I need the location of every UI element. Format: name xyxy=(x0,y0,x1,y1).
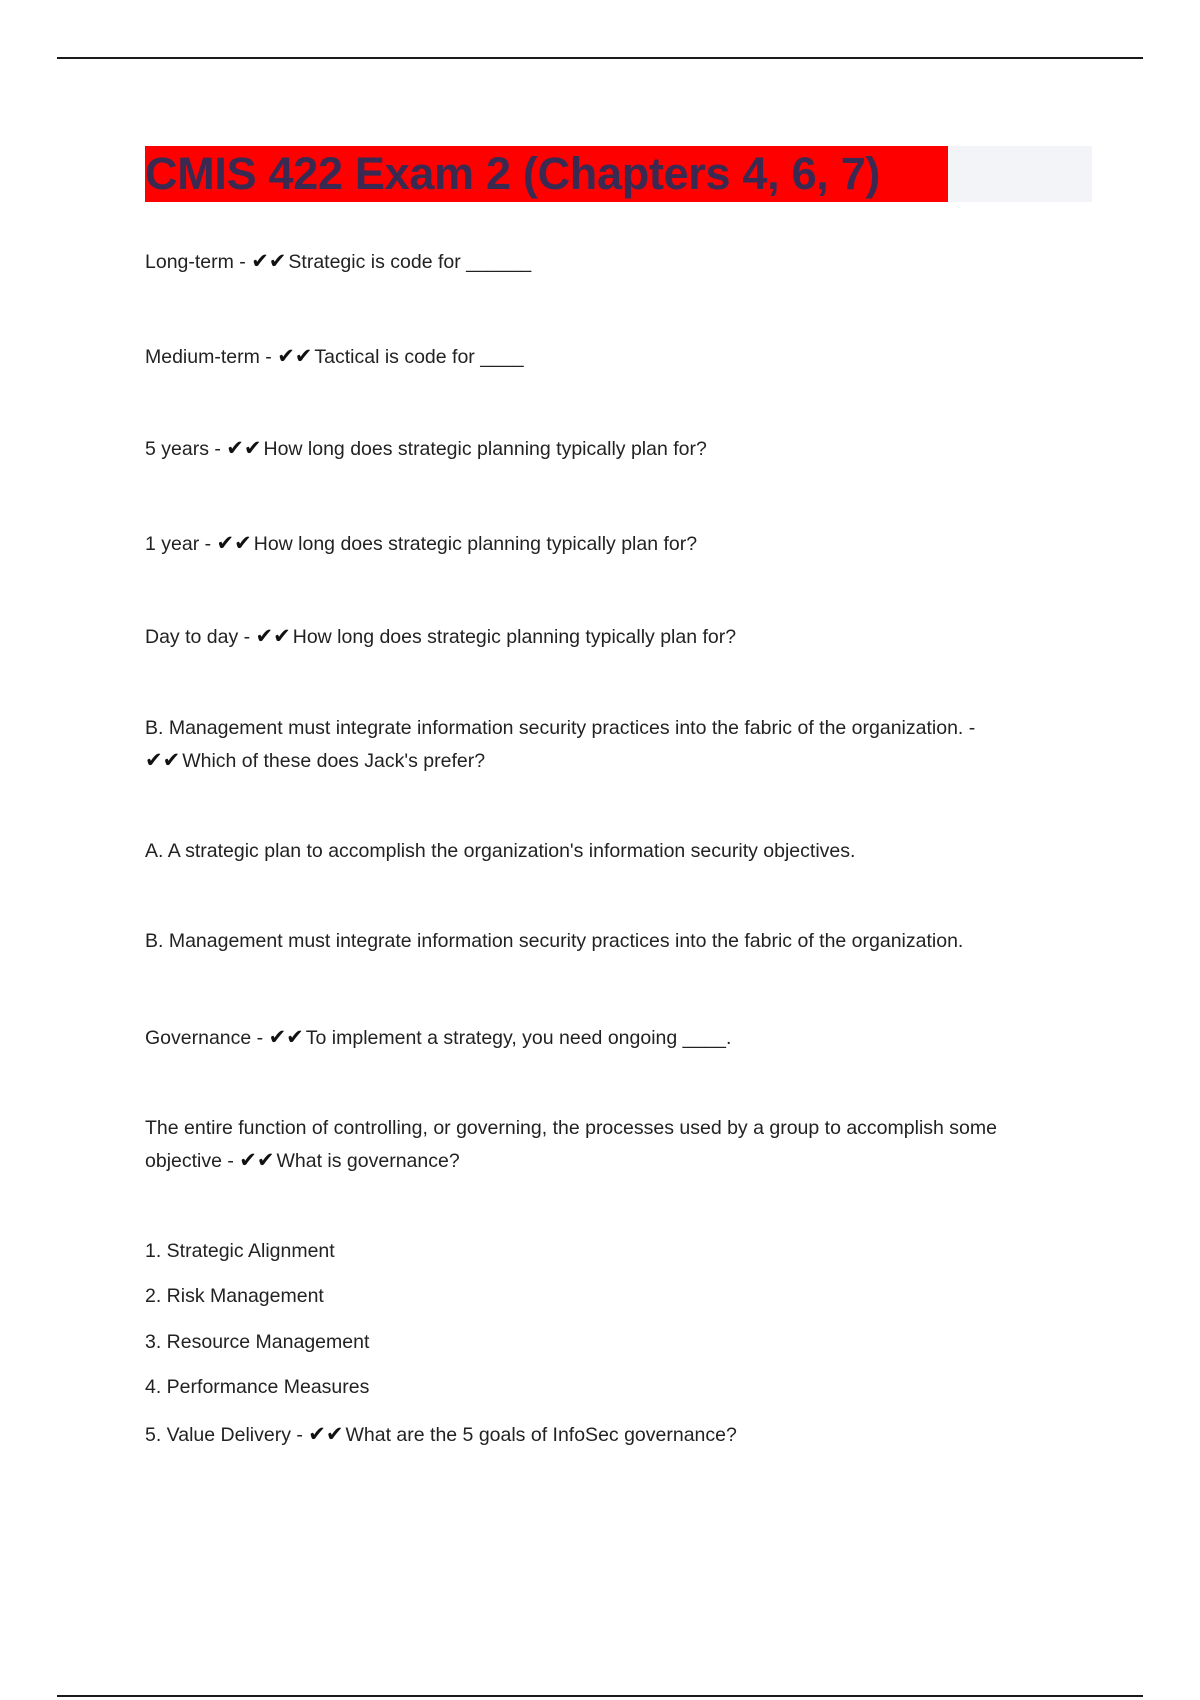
bottom-rule xyxy=(57,1695,1143,1697)
answer-text: Long-term - xyxy=(145,251,252,273)
double-check-icon: ✔✔ xyxy=(277,344,313,368)
question-text: To implement a strategy, you need ongoing ____. xyxy=(305,1027,732,1049)
double-check-icon: ✔✔ xyxy=(255,624,291,648)
list-item: 1. Strategic Alignment xyxy=(145,1240,335,1262)
question-text: What is governance? xyxy=(276,1150,460,1172)
text-item xyxy=(145,925,1045,957)
answer-text: Governance - xyxy=(145,1027,269,1049)
qa-item xyxy=(145,1112,1045,1177)
qa-item xyxy=(145,712,1045,777)
answer-text: 1 year - xyxy=(145,533,217,555)
question-text: How long does strategic planning typically plan for? xyxy=(263,438,707,460)
document-title: CMIS 422 Exam 2 (Chapters 4, 6, 7) xyxy=(145,146,948,202)
question-text: How long does strategic planning typically plan for? xyxy=(253,533,698,555)
double-check-icon: ✔✔ xyxy=(239,1148,275,1172)
answer-text: The entire function of controlling, or governing, the processes used by a group to accomplish some xyxy=(145,1117,997,1139)
list-item: 3. Resource Management xyxy=(145,1331,370,1353)
answer-text: 5. Value Delivery - xyxy=(145,1424,309,1446)
answer-text: objective - xyxy=(145,1150,240,1172)
paragraph-text: A. A strategic plan to accomplish the organization's information security objectives. xyxy=(145,840,856,862)
double-check-icon: ✔✔ xyxy=(145,748,181,772)
list-item: 2. Risk Management xyxy=(145,1285,324,1307)
qa-item xyxy=(145,340,1045,373)
qa-item xyxy=(145,1418,1045,1451)
qa-item xyxy=(145,432,1045,465)
double-check-icon: ✔✔ xyxy=(308,1422,344,1446)
qa-item xyxy=(145,620,1045,653)
question-text: Tactical is code for ____ xyxy=(314,346,524,368)
question-text: Which of these does Jack's prefer? xyxy=(182,750,486,772)
answer-text: Day to day - xyxy=(145,626,256,648)
double-check-icon: ✔✔ xyxy=(268,1025,304,1049)
qa-item xyxy=(145,527,1045,560)
list-item: 4. Performance Measures xyxy=(145,1376,370,1398)
paragraph-text: B. Management must integrate information security practices into the fabric of the organization. xyxy=(145,930,964,952)
double-check-icon: ✔✔ xyxy=(251,249,287,273)
qa-item xyxy=(145,1021,1045,1054)
question-text: Strategic is code for ______ xyxy=(288,251,532,273)
answer-text: Medium-term - xyxy=(145,346,278,368)
answer-text: 5 years - xyxy=(145,438,227,460)
qa-item xyxy=(145,245,1045,278)
top-rule xyxy=(57,57,1143,59)
question-text: How long does strategic planning typically plan for? xyxy=(292,626,737,648)
question-text: What are the 5 goals of InfoSec governance? xyxy=(345,1424,737,1446)
text-item xyxy=(145,835,1045,867)
answer-text: B. Management must integrate information security practices into the fabric of the organization. - xyxy=(145,717,976,739)
double-check-icon: ✔✔ xyxy=(216,531,252,555)
double-check-icon: ✔✔ xyxy=(226,436,262,460)
